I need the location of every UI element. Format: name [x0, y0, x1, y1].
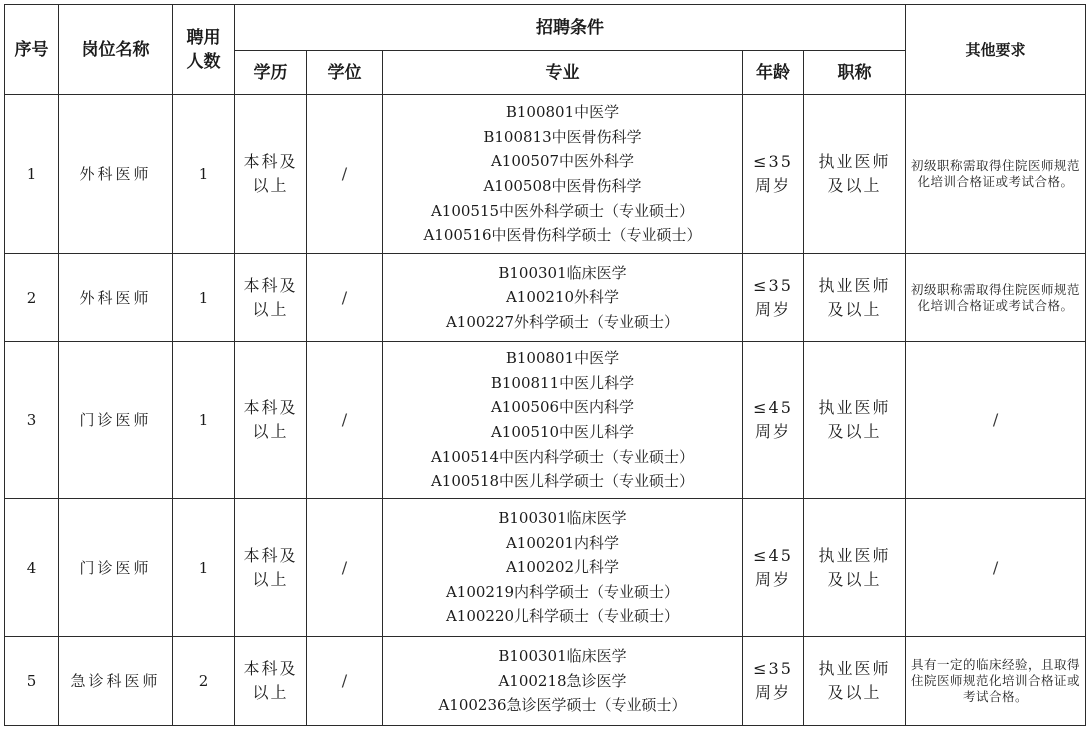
- major-item: A100220儿科学硕士（专业硕士）: [445, 607, 680, 626]
- header-major: 专业: [383, 51, 743, 95]
- age-cell: ≤35 周岁: [743, 254, 804, 342]
- major-item: A100518中医儿科学硕士（专业硕士）: [430, 472, 695, 491]
- degree-cell: /: [307, 342, 383, 499]
- header-conditions: 招聘条件: [235, 5, 906, 51]
- major-item: A100202儿科学: [505, 558, 620, 577]
- table-row: [5, 342, 1086, 499]
- seq-cell: 2: [5, 254, 59, 342]
- table-row: [5, 637, 1086, 726]
- header-post-name: 岗位名称: [59, 5, 173, 95]
- header-seq: 序号: [5, 5, 59, 95]
- count-cell: 1: [173, 95, 235, 254]
- major-cell: [383, 254, 743, 342]
- degree-cell: /: [307, 254, 383, 342]
- degree-cell: /: [307, 637, 383, 726]
- education-cell: 本科及 以上: [235, 342, 307, 499]
- major-item: B100801中医学: [505, 103, 620, 122]
- major-item: A100201内科学: [505, 533, 620, 552]
- seq-cell: 3: [5, 342, 59, 499]
- major-item: A100506中医内科学: [490, 398, 635, 417]
- title-cell: 执业医师 及以上: [804, 342, 906, 499]
- header-education: 学历: [235, 51, 307, 95]
- major-item: A100516中医骨伤科学硕士（专业硕士）: [423, 226, 702, 245]
- major-cell: [383, 637, 743, 726]
- header-row-top: [5, 5, 1086, 51]
- major-item: B100811中医儿科学: [490, 373, 635, 392]
- count-cell: 1: [173, 254, 235, 342]
- recruitment-table: [4, 4, 1086, 726]
- major-item: B100301临床医学: [498, 509, 627, 528]
- education-cell: 本科及 以上: [235, 499, 307, 637]
- major-item: A100236急诊医学硕士（专业硕士）: [438, 696, 687, 715]
- major-cell: [383, 499, 743, 637]
- table-row: [5, 254, 1086, 342]
- post-cell: 外科医师: [59, 254, 173, 342]
- major-item: A100515中医外科学硕士（专业硕士）: [430, 201, 695, 220]
- major-item: A100219内科学硕士（专业硕士）: [445, 582, 680, 601]
- count-cell: 1: [173, 499, 235, 637]
- seq-cell: 5: [5, 637, 59, 726]
- major-item: A100227外科学硕士（专业硕士）: [445, 312, 680, 331]
- major-item: A100508中医骨伤科学: [483, 177, 642, 195]
- count-cell: 2: [173, 637, 235, 726]
- title-cell: 执业医师 及以上: [804, 499, 906, 637]
- seq-cell: 4: [5, 499, 59, 637]
- other-cell: 初级职称需取得住院医师规范化培训合格证或考试合格。: [906, 254, 1086, 342]
- major-item: A100507中医外科学: [490, 152, 635, 171]
- age-cell: ≤45 周岁: [743, 499, 804, 637]
- degree-cell: /: [307, 95, 383, 254]
- seq-cell: 1: [5, 95, 59, 254]
- header-hire-count: 聘用 人数: [173, 5, 235, 95]
- age-cell: ≤45 周岁: [743, 342, 804, 499]
- major-item: A100510中医儿科学: [490, 423, 635, 441]
- education-cell: 本科及 以上: [235, 254, 307, 342]
- major-item: B100801中医学: [505, 349, 620, 368]
- post-cell: 门诊医师: [59, 342, 173, 499]
- other-cell: 初级职称需取得住院医师规范化培训合格证或考试合格。: [906, 95, 1086, 254]
- header-degree: 学位: [307, 51, 383, 95]
- major-item: B100301临床医学: [498, 647, 627, 666]
- major-item: A100210外科学: [505, 288, 620, 307]
- other-cell: /: [906, 499, 1086, 637]
- title-cell: 执业医师 及以上: [804, 637, 906, 726]
- table-row: [5, 499, 1086, 637]
- post-cell: 急诊科医师: [59, 637, 173, 726]
- major-item: A100514中医内科学硕士（专业硕士）: [430, 447, 695, 466]
- age-cell: ≤35 周岁: [743, 95, 804, 254]
- major-cell: [383, 342, 743, 499]
- other-cell: /: [906, 342, 1086, 499]
- education-cell: 本科及 以上: [235, 95, 307, 254]
- count-cell: 1: [173, 342, 235, 499]
- post-cell: 外科医师: [59, 95, 173, 254]
- major-item: A100218急诊医学: [498, 671, 627, 690]
- header-title: 职称: [804, 51, 906, 95]
- degree-cell: /: [307, 499, 383, 637]
- age-cell: ≤35 周岁: [743, 637, 804, 726]
- title-cell: 执业医师 及以上: [804, 254, 906, 342]
- other-cell: 具有一定的临床经验，且取得住院医师规范化培训合格证或考试合格。: [906, 637, 1086, 726]
- major-item: B100813中医骨伤科学: [483, 127, 642, 146]
- table-row: [5, 95, 1086, 254]
- major-item: B100301临床医学: [498, 263, 627, 282]
- title-cell: 执业医师 及以上: [804, 95, 906, 254]
- post-cell: 门诊医师: [59, 499, 173, 637]
- header-age: 年龄: [743, 51, 804, 95]
- major-cell: [383, 95, 743, 254]
- header-other: 其他要求: [906, 5, 1086, 95]
- education-cell: 本科及 以上: [235, 637, 307, 726]
